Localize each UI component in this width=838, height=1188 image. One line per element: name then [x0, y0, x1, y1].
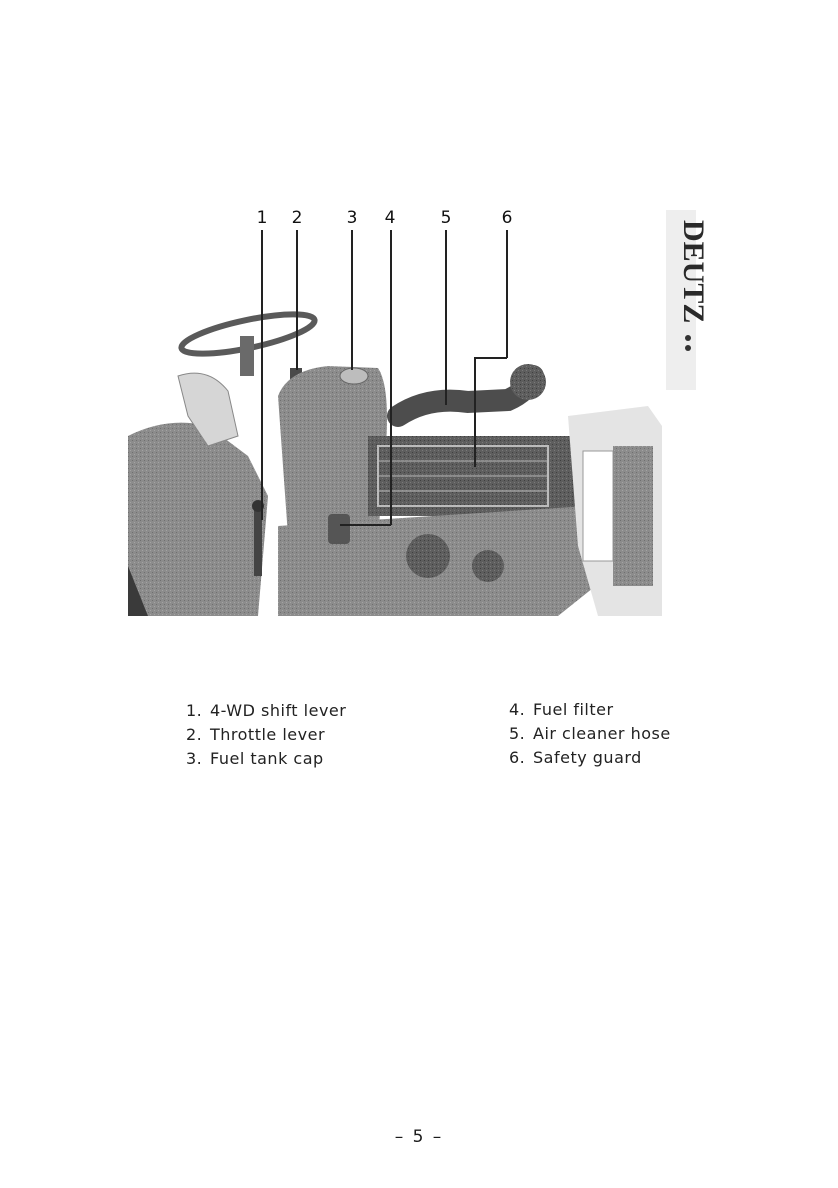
legend-item [509, 746, 671, 770]
legend-label: 4-WD shift lever [210, 701, 347, 720]
legend-item [509, 722, 671, 746]
legend-left-column [186, 699, 346, 771]
leader-line-6-vertical-top [506, 230, 508, 358]
leader-line-6-horizontal [474, 357, 507, 359]
leader-line-5 [445, 230, 447, 405]
legend-label: Fuel tank cap [210, 749, 324, 768]
brand-text: DEUTZ [677, 220, 710, 324]
legend-number: 4. [509, 700, 526, 719]
leader-line-6-vertical-bottom [474, 357, 476, 467]
leader-line-4-vertical [390, 230, 392, 525]
legend-right-column [509, 698, 671, 770]
legend-item [186, 723, 346, 747]
legend-item [186, 747, 346, 771]
legend-item [509, 698, 671, 722]
tractor-brand-lettering [658, 210, 710, 390]
leader-line-3 [351, 230, 353, 370]
legend-number: 3. [186, 749, 203, 768]
callout-number-3: 3 [346, 208, 358, 228]
leader-line-4-horizontal [340, 524, 391, 526]
legend-item [186, 699, 346, 723]
leader-line-2 [296, 230, 298, 370]
legend-label: Throttle lever [210, 725, 326, 744]
legend-label: Safety guard [533, 748, 642, 767]
legend-number: 1. [186, 701, 203, 720]
callout-number-6: 6 [501, 208, 513, 228]
legend-number: 2. [186, 725, 203, 744]
leader-line-1 [261, 230, 263, 520]
legend-label: Air cleaner hose [533, 724, 671, 743]
callout-number-4: 4 [384, 208, 396, 228]
callout-number-5: 5 [440, 208, 452, 228]
tractor-engine-photo [128, 296, 662, 616]
callout-number-1: 1 [256, 208, 268, 228]
legend-number: 5. [509, 724, 526, 743]
callout-number-2: 2 [291, 208, 303, 228]
page-number: – 5 – [394, 1127, 444, 1147]
legend-number: 6. [509, 748, 526, 767]
legend-label: Fuel filter [533, 700, 614, 719]
